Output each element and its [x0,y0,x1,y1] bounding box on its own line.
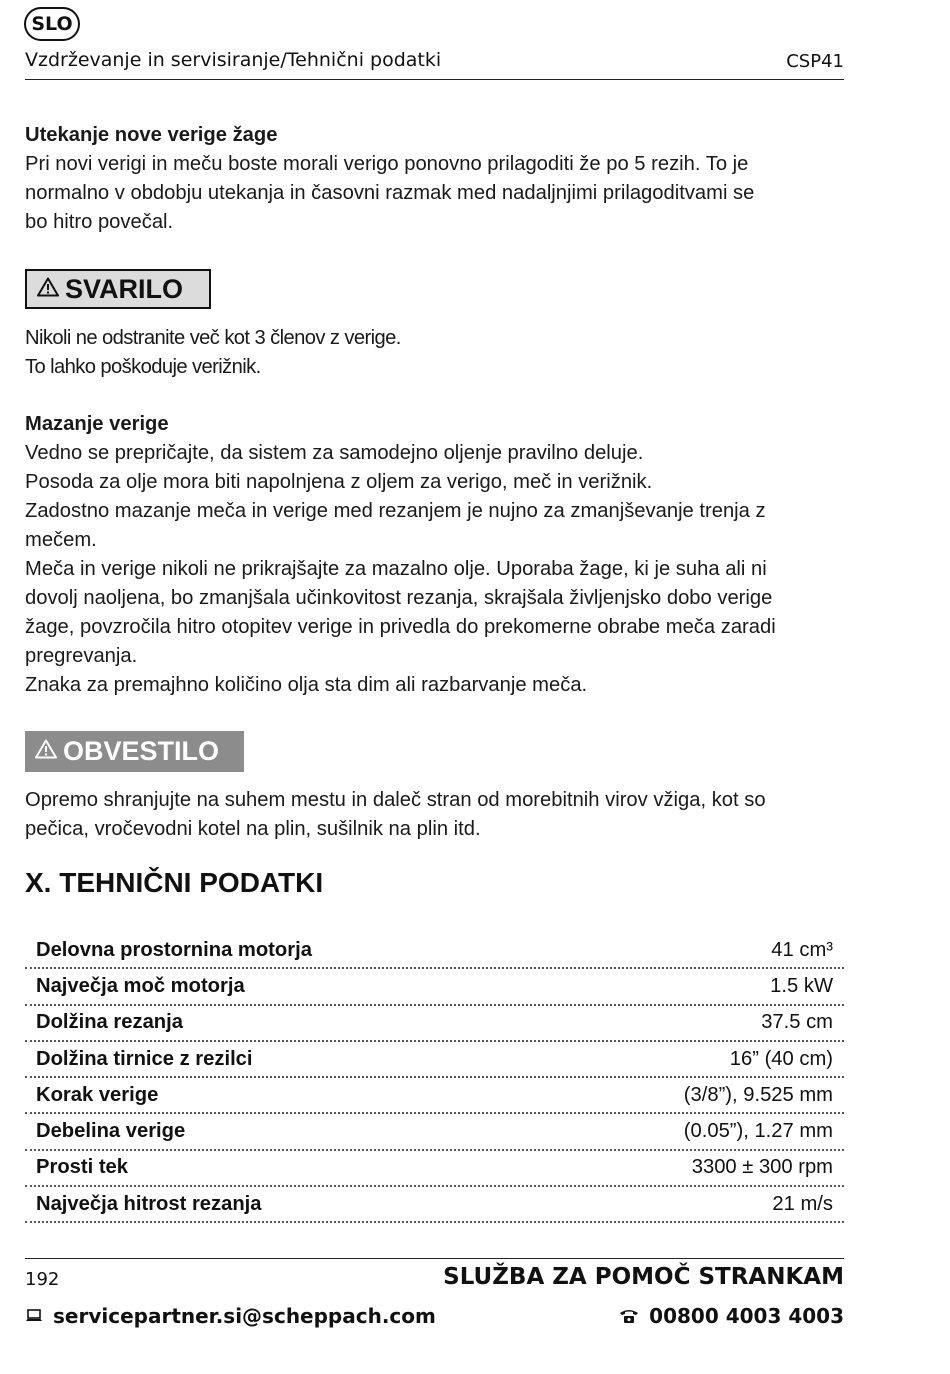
spec-value: (0.05”), 1.27 mm [683,1120,833,1143]
paragraph-line: Znaka za premajhno količino olja sta dim ali razbarvanje meča. [25,674,588,696]
paragraph-line: mečem. [25,529,97,551]
paragraph-line: Nikoli ne odstranite več kot 3 členov z verige. [25,327,401,349]
table-row [25,1151,844,1187]
paragraph-line: Pri novi verigi in meču boste morali verigo ponovno prilagoditi že po 5 rezih. To je [25,153,749,175]
header-divider [25,79,844,80]
language-badge [24,7,80,41]
phone-text[interactable]: 00800 4003 4003 [649,1304,844,1328]
paragraph-line: Opremo shranjujte na suhem mestu in daleč stran od morebitnih virov vžiga, kot so [25,789,766,811]
telephone-icon [619,1308,639,1324]
lubrication-heading: Mazanje verige [25,413,169,435]
paragraph-line: bo hitro povečal. [25,211,174,233]
table-row [25,933,844,969]
spec-value: 37.5 cm [761,1011,833,1034]
service-title: SLUŽBA ZA POMOČ STRANKAM [443,1264,844,1290]
warning-triangle-icon [37,277,59,302]
spec-table [25,933,844,1223]
page-header-title: Vzdrževanje in servisiranje/Tehnični podatki [25,49,442,71]
spec-value: (3/8”), 9.525 mm [683,1083,833,1106]
spec-value: 41 cm³ [771,938,833,961]
spec-label: Največja moč motorja [36,974,245,997]
spec-label: Dolžina rezanja [36,1011,183,1034]
paragraph-line: pečica, vročevodni kotel na plin, sušilnik na plin itd. [25,818,481,840]
paragraph-line: Posoda za olje mora biti napolnjena z oljem za verigo, meč in verižnik. [25,471,653,493]
table-row [25,1042,844,1078]
notice-label [25,731,244,772]
spec-label: Korak verige [36,1083,159,1106]
paragraph-line: normalno v obdobju utekanja in časovni razmak med nadaljnjimi prilagoditvami se [25,182,755,204]
spec-label: Dolžina tirnice z rezilci [36,1047,253,1070]
notice-label-text: OBVESTILO [63,736,220,766]
tech-data-title: X. TEHNIČNI PODATKI [25,867,324,898]
paragraph-line: dovolj naoljena, bo zmanjšala učinkovitost rezanja, skrajšala življenjsko dobo verige [25,587,773,609]
table-row [25,969,844,1005]
table-row [25,1114,844,1150]
table-row [25,1078,844,1114]
page-number: 192 [25,1269,60,1290]
spec-label: Debelina verige [36,1120,186,1143]
break-in-heading: Utekanje nove verige žage [25,124,278,146]
spec-label: Prosti tek [36,1156,128,1179]
table-row [25,1187,844,1223]
service-phone [619,1304,844,1328]
laptop-icon [25,1308,43,1324]
paragraph-line: Meča in verige nikoli ne prikrajšajte za mazalno olje. Uporaba žage, ki je suha ali ni [25,558,767,580]
paragraph-line: pregrevanja. [25,645,138,667]
warning-label-text: SVARILO [65,273,184,304]
spec-label: Delovna prostornina motorja [36,938,312,961]
paragraph-line: Vedno se prepričajte, da sistem za samodejno oljenje pravilno deluje. [25,442,644,464]
footer-divider [25,1258,844,1259]
model-number: CSP41 [786,51,844,72]
spec-value: 1.5 kW [770,974,833,997]
lubrication-section [25,410,844,700]
spec-value: 16” (40 cm) [729,1047,833,1070]
warning-text [25,324,844,382]
paragraph-line: Zadostno mazanje meča in verige med rezanjem je nujno za zmanjševanje trenja z [25,500,766,522]
paragraph-line: To lahko poškoduje verižnik. [25,356,261,378]
notice-text [25,786,844,844]
email-text[interactable]: servicepartner.si@scheppach.com [53,1304,436,1328]
paragraph-line: žage, povzročila hitro otopitev verige in privedla do prekomerne obrabe meča zaradi [25,616,776,638]
break-in-section [25,121,844,237]
spec-value: 21 m/s [772,1192,833,1215]
table-row [25,1006,844,1042]
spec-label: Največja hitrost rezanja [36,1192,262,1215]
warning-triangle-icon [35,739,57,764]
service-email [25,1304,436,1328]
warning-label [25,269,211,309]
spec-value: 3300 ± 300 rpm [691,1156,833,1179]
language-code: SLO [31,13,73,35]
